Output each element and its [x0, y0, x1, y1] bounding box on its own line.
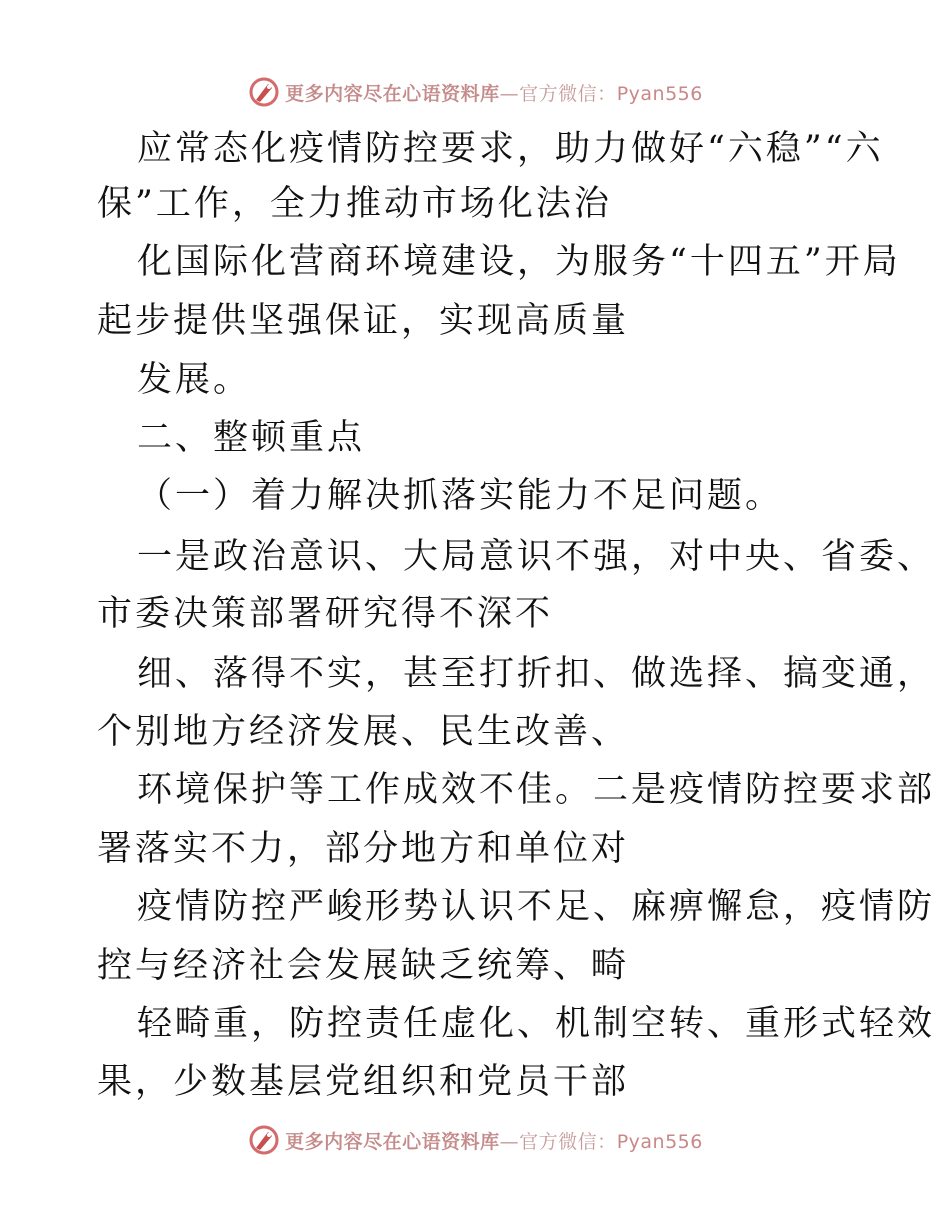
body-line: 发展。 [137, 360, 252, 400]
watermark-separator: — [499, 1130, 520, 1153]
watermark-site-text: 更多内容尽在心语资料库 [285, 1130, 500, 1153]
watermark-separator: — [499, 82, 520, 105]
body-line: 环境保护等工作成效不佳。二是疫情防控要求部 [137, 770, 936, 810]
section-heading: 二、整顿重点 [137, 418, 366, 458]
body-line: 保”工作，全力推动市场化法治 [97, 184, 612, 224]
body-line: 起步提供坚强保证，实现高质量 [97, 301, 630, 341]
watermark-site-text: 更多内容尽在心语资料库 [285, 82, 500, 105]
watermark-text [285, 1127, 703, 1154]
body-line: 应常态化疫情防控要求，助力做好“六稳”“六 [137, 129, 884, 169]
body-line: 疫情防控严峻形势认识不足、麻痹懈怠，疫情防 [137, 887, 936, 927]
body-line: 轻畸重，防控责任虚化、机制空转、重形式轻效 [137, 1004, 936, 1044]
pen-nib-logo-icon [247, 1123, 281, 1157]
pen-nib-logo-icon [247, 75, 281, 109]
watermark-wechat-account: Pyan556 [616, 1130, 703, 1153]
body-line: 果，少数基层党组织和党员干部 [97, 1062, 630, 1102]
watermark-wechat-label: 官方微信： [519, 82, 617, 105]
watermark-wechat-label: 官方微信： [519, 1130, 617, 1153]
body-line: 市委决策部署研究得不深不 [97, 594, 554, 634]
body-line: 一是政治意识、大局意识不强，对中央、省委、 [137, 537, 936, 577]
footer-watermark-banner [0, 1120, 950, 1160]
header-watermark-banner [0, 72, 950, 112]
body-line: 控与经济社会发展缺乏统筹、畸 [97, 946, 630, 986]
body-line: 化国际化营商环境建设，为服务“十四五”开局 [137, 242, 901, 282]
body-line: 署落实不力，部分地方和单位对 [97, 829, 630, 869]
watermark-wechat-account: Pyan556 [616, 82, 703, 105]
body-line: 细、落得不实，甚至打折扣、做选择、搞变通， [137, 654, 936, 694]
subsection-heading: （一）着力解决抓落实能力不足问题。 [137, 476, 784, 516]
watermark-text [285, 79, 703, 106]
body-line: 个别地方经济发展、民生改善、 [97, 712, 630, 752]
